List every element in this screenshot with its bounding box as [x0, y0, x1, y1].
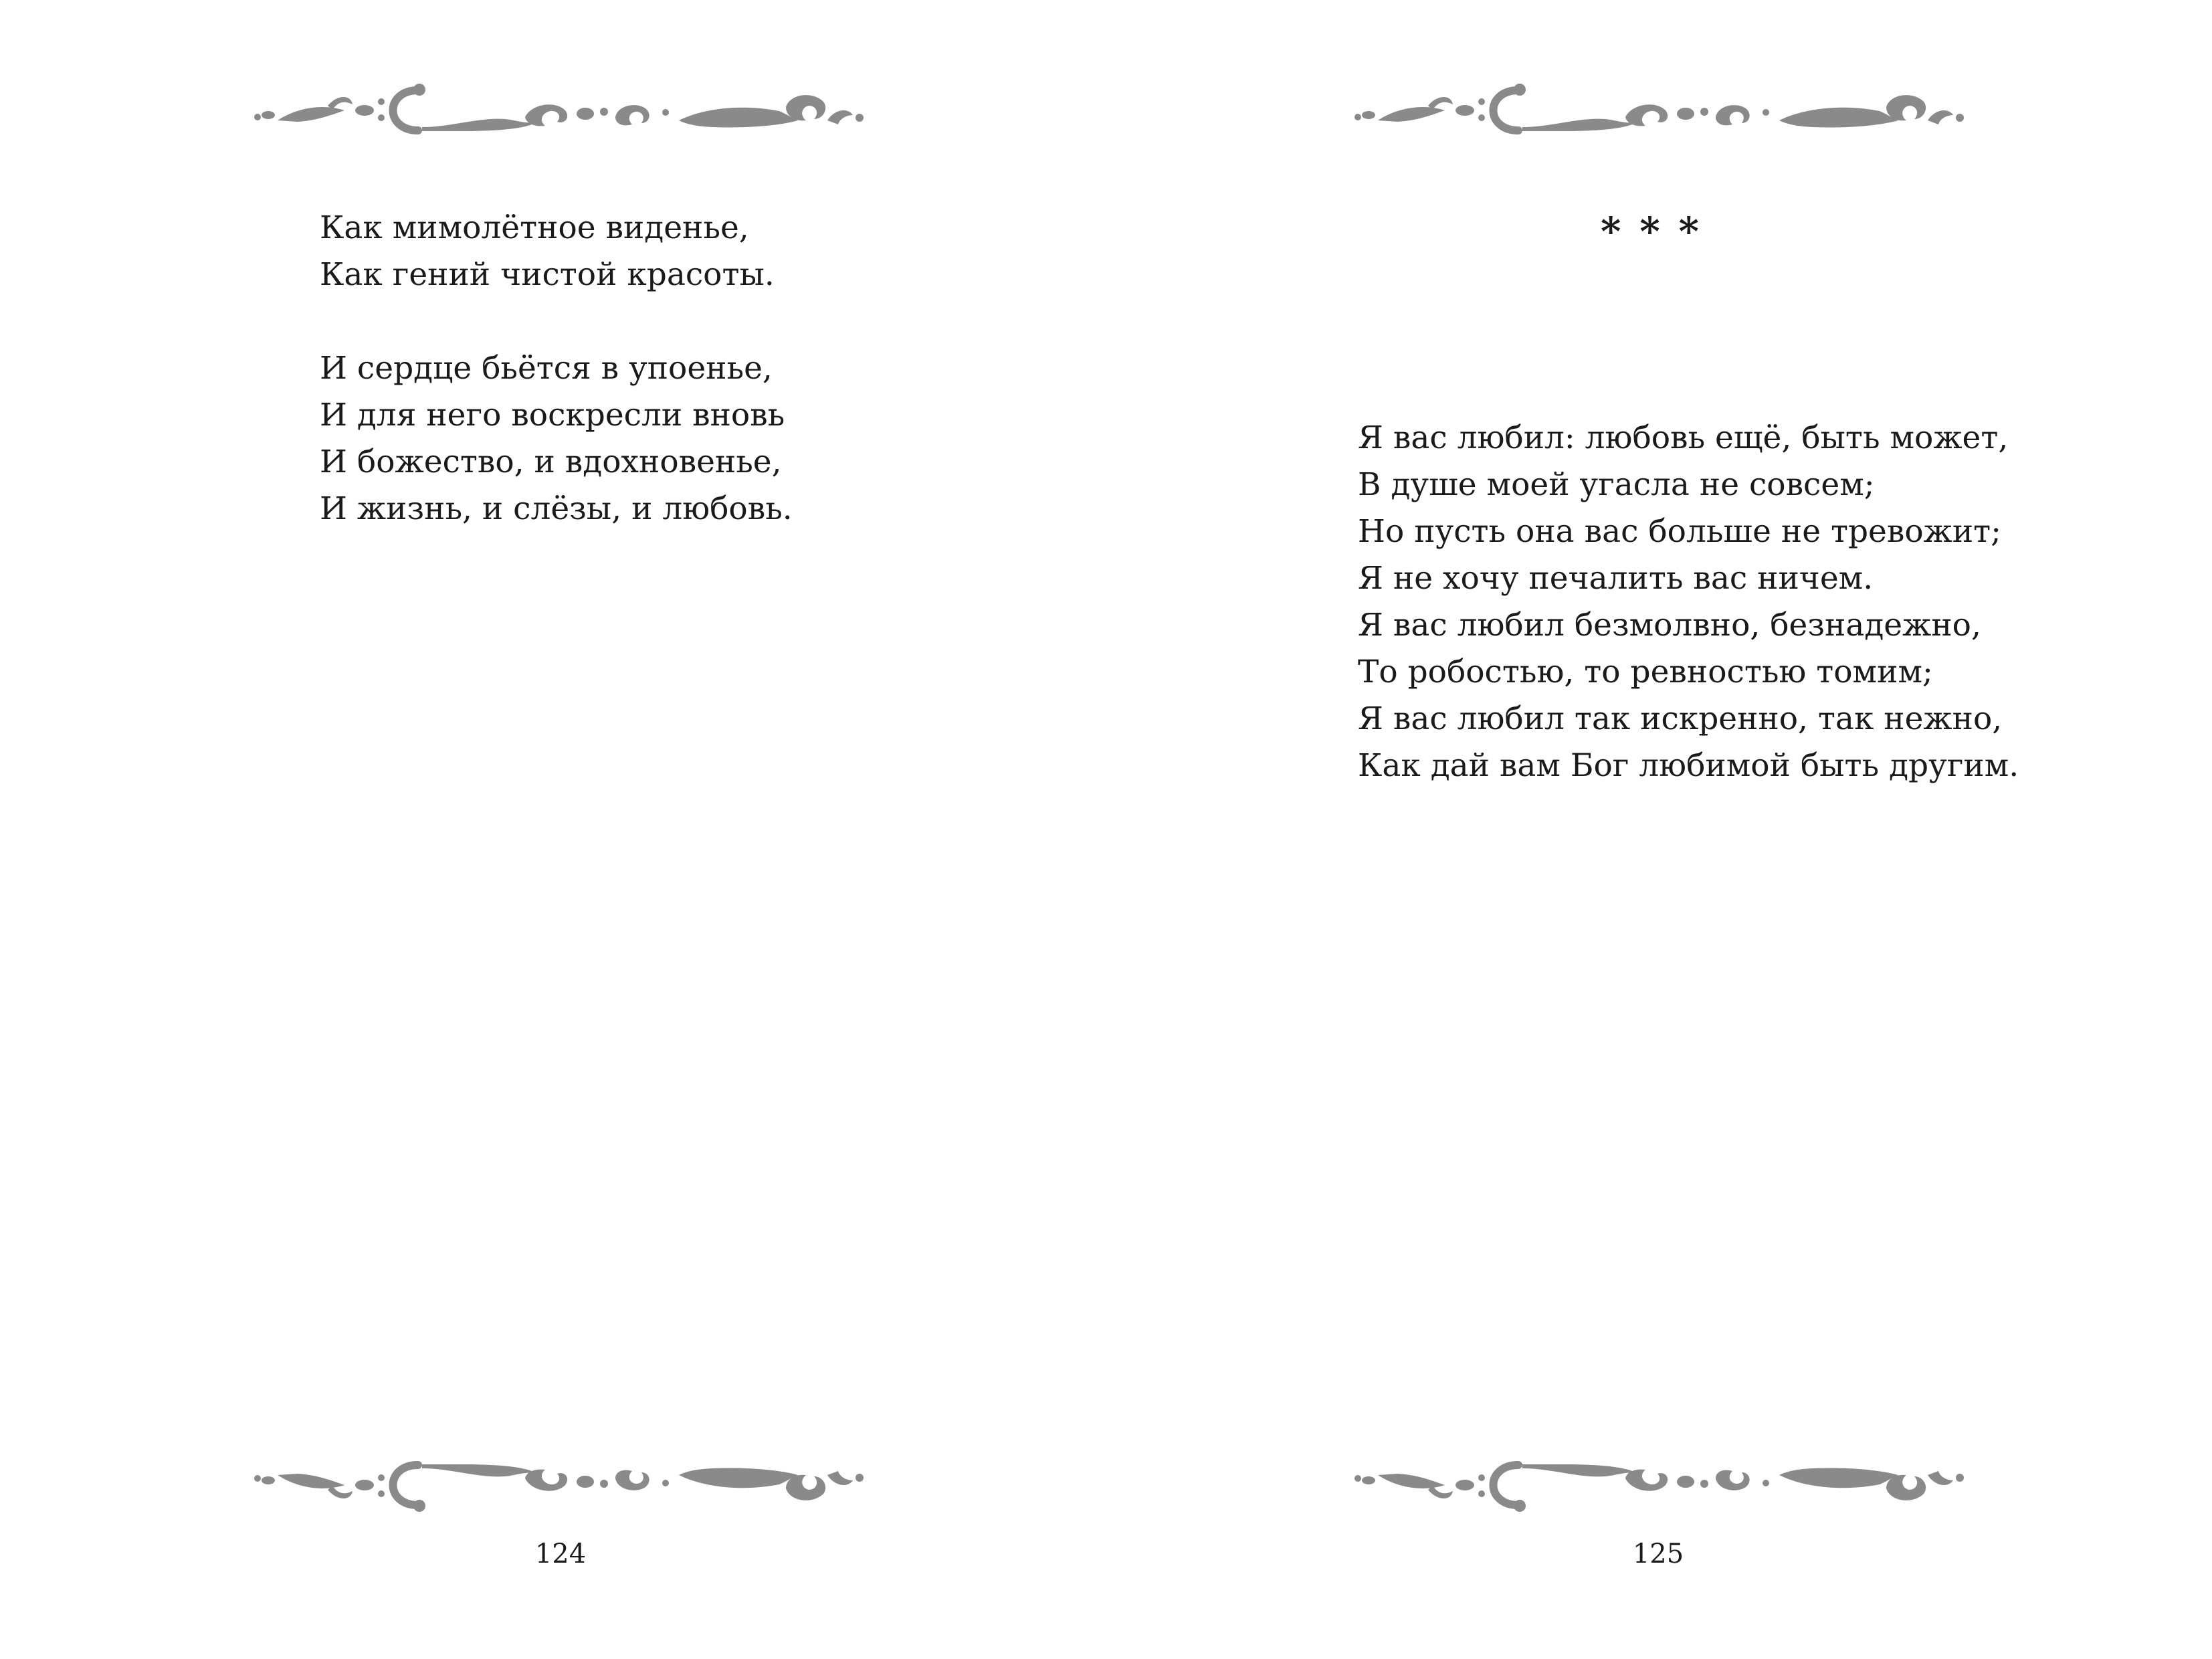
bottom-ornament [251, 1455, 866, 1515]
poem-line: Я вас любил так искренно, так нежно, [1358, 700, 2003, 737]
poem-line: То робостью, то ревностью томим; [1358, 654, 1933, 690]
page-number: 124 [534, 1539, 587, 1569]
poem-stanza [320, 345, 793, 532]
poem-stanza [1358, 415, 2019, 789]
poem-line: Но пусть она вас больше не тревожит; [1358, 513, 2002, 550]
poem-line: И жизнь, и слёзы, и любовь. [320, 490, 793, 527]
top-ornament [251, 80, 866, 140]
poem-stanza [320, 205, 775, 298]
poem-line: И божество, и вдохновенье, [320, 444, 782, 480]
poem-line: Я вас любил: любовь ещё, быть может, [1358, 419, 2009, 456]
poem-line: В душе моей угасла не совсем; [1358, 466, 1875, 503]
poem-line: Я вас любил безмолвно, безнадежно, [1358, 607, 1981, 644]
poem-line: Я не хочу печалить вас ничем. [1358, 560, 1874, 597]
right-page [1106, 0, 2212, 1659]
top-ornament [1351, 80, 1967, 140]
section-mark: *** [1601, 209, 1718, 254]
poem-line: Как мимолётное виденье, [320, 209, 749, 246]
page-number: 125 [1632, 1539, 1684, 1569]
poem-line: И для него воскресли вновь [320, 397, 785, 433]
poem-line: Как гений чистой красоты. [320, 256, 775, 293]
poem-line: И сердце бьётся в упоенье, [320, 350, 773, 387]
bottom-ornament [1351, 1455, 1967, 1515]
poem-line: Как дай вам Бог любимой быть другим. [1358, 747, 2019, 784]
